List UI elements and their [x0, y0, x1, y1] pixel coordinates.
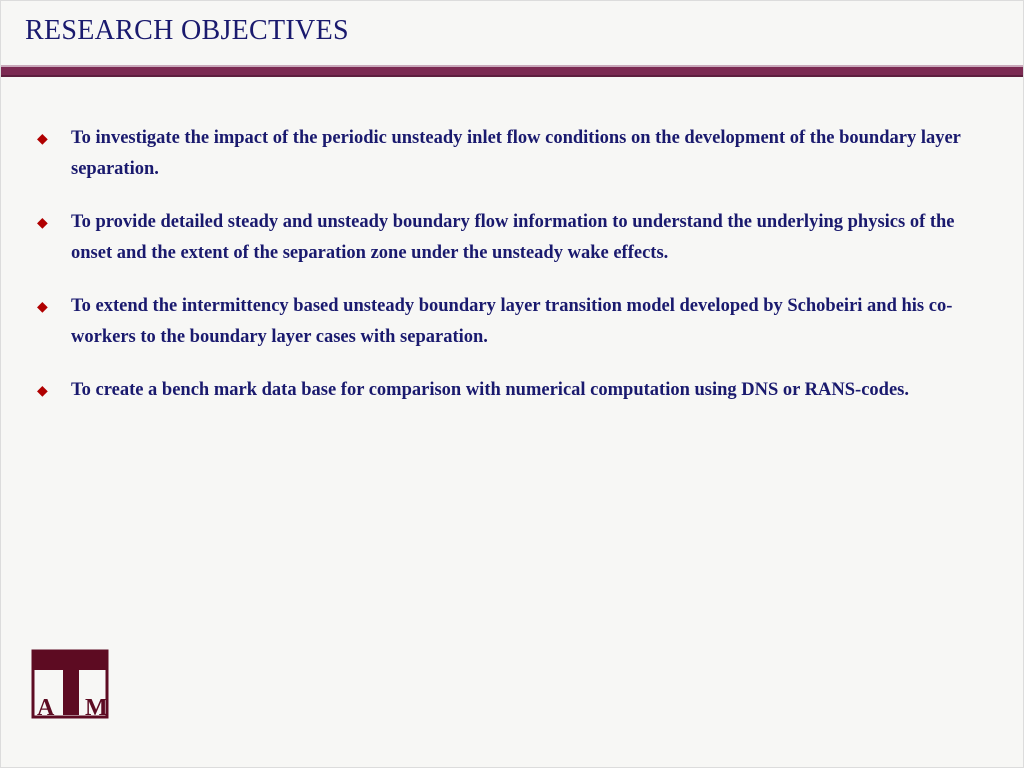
logo-letter-a: A: [37, 695, 55, 721]
diamond-bullet-icon: ◆: [37, 132, 48, 147]
page-title: RESEARCH OBJECTIVES: [25, 15, 349, 46]
list-item-text: To extend the intermittency based unsteady boundary layer transition model developed by Schobeiri and his co-workers to the boundary layer cases with separation.: [71, 296, 953, 348]
diamond-bullet-icon: ◆: [37, 216, 48, 232]
list-item-text: To provide detailed steady and unsteady boundary flow information to understand the underlying physics of the onset and the extent of the separation zone under the unsteady wake effects.: [71, 212, 955, 264]
logo-letter-m: M: [85, 695, 108, 721]
diamond-bullet-icon: ◆: [37, 300, 48, 316]
list-item-text: To create a bench mark data base for comparison with numerical computation using DNS or RANS-codes.: [71, 380, 909, 401]
list-item: [37, 207, 999, 269]
objectives-list: [37, 123, 999, 429]
list-item-text: To investigate the impact of the periodic unsteady inlet flow conditions on the development of the boundary layer separation.: [71, 128, 961, 180]
divider-shadow: [1, 75, 1023, 77]
texas-am-logo: [27, 649, 127, 735]
list-item: [37, 123, 999, 185]
title-divider: [1, 65, 1023, 77]
list-item: [37, 291, 999, 353]
divider-bar: [1, 67, 1023, 75]
list-item: [37, 375, 999, 406]
diamond-bullet-icon: ◆: [37, 384, 48, 400]
